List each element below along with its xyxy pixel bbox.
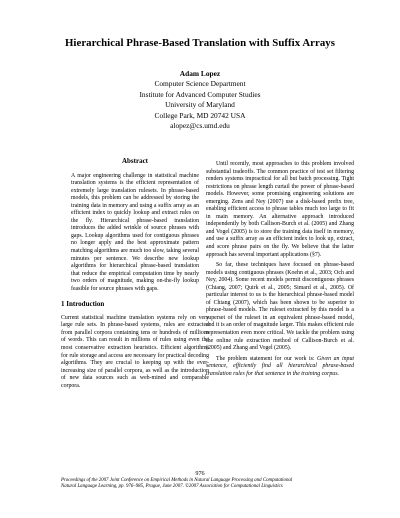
body-paragraph: So far, these techniques have focused on phrase-based models using contiguous phrases (Koehn et al., 2003; Och and Ney, 2004). Some recent models permit discontiguous phrases (Chiang, 2007; Quirk et al., 2005; Simard et al., 2005). Of particular interest to us is the hierarchical phrase-based model of Chiang (2007), which has been shown to be superior to phrase-based models. The ruleset extracted by this model is a superset of the ruleset in an equivalent phrase-based model, and it is an order of magnitude larger. This makes efficient rule representation even more critical. We tackle the problem using the online rule extraction method of Callison-Burch et al. (2005) and Zhang and Vogel (2005). bbox=[206, 262, 354, 352]
body-paragraph: Until recently, most approaches to this problem involved substantial tradeoffs. The common practice of test set filtering renders systems impractical for all but batch processing. Tight restrictions on phrase length curtail the power of phrase-based models. However, some promising engineering solutions are emerging. Zens and Ney (2007) use a disk-based prefix tree, enabling efficient access to phrase tables much too large to fit in main memory. An alternative approach introduced independently by both Callison-Burch et al. (2005) and Zhang and Vogel (2005) is to store the training data itself in memory, and use a suffix array as an efficient index to look up, extract, and score phrase pairs on the fly. We believe that the latter approach has several important applications (§7). bbox=[206, 161, 354, 258]
abstract-text: A major engineering challenge in statistical machine translation systems is the efficient representation of extremely large translation rulesets. In phrase-based models, this problem can be addressed by storing the training data in memory and using a suffix array as an efficient index to quickly lookup and extract rules on the fly. Hierarchical phrase-based translation introduces the added wrinkle of source phrases with gaps. Lookup algorithms used for contiguous phrases no longer apply and the best approximate pattern matching algorithms are much too slow, taking several minutes per sentence. We describe new lookup algorithms for hierarchical phrase-based translation that reduce the empirical computation time by nearly two orders of magnitude, making on-the-fly lookup feasible for source phrases with gaps. bbox=[71, 172, 199, 292]
page-number: 976 bbox=[195, 470, 205, 477]
left-column bbox=[61, 158, 209, 393]
affiliation-line: University of Maryland bbox=[165, 100, 235, 110]
introduction-paragraph: Current statistical machine translation systems rely on very large rule sets. In phrase-based systems, rules are extracted from parallel corpora containing tens or hundreds of millions of words. This can result in millions of rules using even the most conservative extraction heuristics. Efficient algorithms for rule storage and access are necessary for practical decoding algorithms. They are crucial to keeping up with the ever-increasing size of parallel corpora, as well as the introduction of new data sources such as web-mined and comparable corpora. bbox=[61, 314, 209, 389]
problem-statement bbox=[206, 356, 354, 379]
abstract-heading: Abstract bbox=[121, 157, 149, 165]
section-heading: 1 Introduction bbox=[61, 300, 105, 309]
problem-statement-goal: Given an input sentence, efficiently find all hierarchical phrase-based translation rules for that sentence in the training corpus. bbox=[206, 355, 354, 377]
affiliation-line: Institute for Advanced Computer Studies bbox=[139, 89, 261, 99]
author-block bbox=[0, 69, 400, 131]
paper-title: Hierarchical Phrase-Based Translation with Suffix Arrays bbox=[64, 37, 336, 49]
proceedings-footer bbox=[61, 478, 353, 491]
problem-statement-lead: The problem statement for our work is: bbox=[216, 355, 318, 362]
right-column bbox=[206, 161, 354, 381]
author-name: Adam Lopez bbox=[179, 69, 221, 78]
affiliation-line: Computer Science Department bbox=[154, 79, 246, 89]
author-email: alopez@cs.umd.edu bbox=[170, 121, 230, 131]
footer-line: Proceedings of the 2007 Joint Conference on Empirical Methods in Natural Language Processing and Computational bbox=[61, 478, 293, 483]
affiliation-line: College Park, MD 20742 USA bbox=[154, 110, 246, 120]
footer-line: Natural Language Learning, pp. 976–985, Prague, June 2007. ©2007 Association for Computational Linguistics bbox=[61, 484, 283, 490]
